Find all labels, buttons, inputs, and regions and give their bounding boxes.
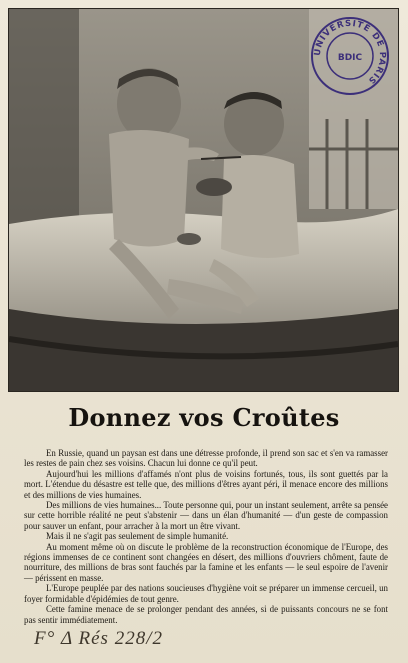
paragraph: Aujourd'hui les millions d'affamés n'ont plus de voisins fortunés, tous, ils sont guettés par la mort. L'étendue du désastre est telle que, des millions d'êtres ayant péri, il menace encore des millions et des millions de vies humaines.	[24, 468, 388, 500]
paragraph: Cette famine menace de se prolonger pendant des années, si de puissants concours ne se font pas sentir immédiatement.	[24, 604, 388, 625]
paragraph: L'Europe peuplée par des nations soucieuses d'hygiène voit se préparer un immense cercueil, un foyer formidable d'épidémies de tout genre.	[24, 583, 388, 604]
handwritten-shelfmark: F° Δ Rés 228/2	[34, 628, 163, 649]
poster-title: Donnez vos Croûtes	[68, 403, 340, 432]
stamp-ring-text: UNIVERSITÉ DE PARIS	[312, 18, 388, 86]
stamp-center-text: BDIC	[337, 53, 363, 63]
paragraph: Mais il ne s'agit pas seulement de simple humanité.	[46, 531, 229, 542]
library-stamp	[307, 15, 393, 97]
body-text	[24, 448, 388, 625]
paragraph: Des millions de vies humaines... Toute personne qui, pour un instant seulement, arrête sa pensée sur cette horrible réalité ne peut s'abstenir — dans un élan d'humanité — d'un geste de compassion pour sauver un enfant, pour arracher à la mort un être vivant.	[24, 500, 388, 531]
paragraph: Au moment même où on discute le problème de la reconstruction économique de l'Europe, des régions immenses de ce continent sont changées en désert, des millions d'ouvriers chôment, faute de nourriture, des millions de bras sont fauchés par la famine et les enfants — le seul espoire de l'avenir — périssent en masse.	[24, 541, 388, 583]
paragraph: En Russie, quand un paysan est dans une détresse profonde, il prend son sac et s'en va ramasser les restes de pain chez ses voisins. Chacun lui donne ce qu'il peut.	[24, 448, 388, 469]
